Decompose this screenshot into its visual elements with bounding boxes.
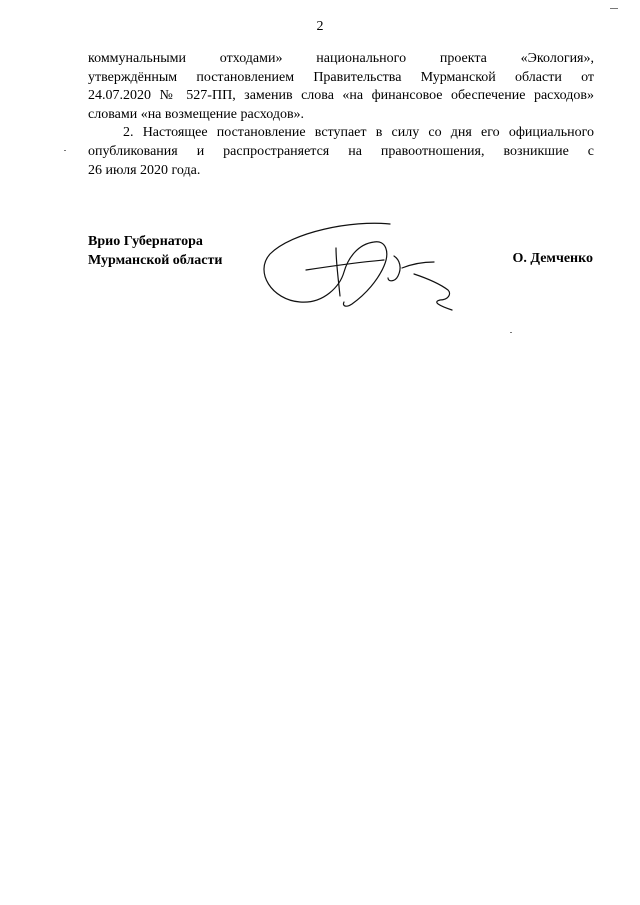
document-body bbox=[88, 50, 594, 180]
text-line: утверждённым постановлением Правительства Мурманской области от bbox=[88, 69, 594, 85]
paragraph-1 bbox=[88, 50, 594, 124]
page-number: 2 bbox=[316, 19, 324, 34]
text-line: коммунальными отходами» национального проекта «Экология», bbox=[88, 51, 594, 66]
signatory-title-line-1: Врио Губернатора bbox=[88, 234, 203, 249]
text-line: 26 июля 2020 года. bbox=[88, 162, 201, 178]
paragraph-2 bbox=[88, 124, 594, 180]
text-line: словами «на возмещение расходов». bbox=[88, 106, 305, 122]
handwritten-signature bbox=[262, 222, 467, 317]
scan-speck bbox=[64, 150, 66, 151]
signatory-title-line-2: Мурманской области bbox=[88, 253, 223, 268]
text-line: 24.07.2020 № 527-ПП, заменив слова «на финансовое обеспечение расходов» bbox=[88, 88, 594, 104]
scan-speck bbox=[610, 8, 618, 9]
signatory-name: О. Демченко bbox=[512, 251, 593, 266]
text-line: 2. Настоящее постановление вступает в силу со дня его официального bbox=[123, 125, 594, 141]
signatory-title bbox=[88, 232, 222, 270]
scan-speck bbox=[510, 332, 512, 333]
text-line: опубликования и распространяется на правоотношения, возникшие с bbox=[88, 143, 594, 159]
